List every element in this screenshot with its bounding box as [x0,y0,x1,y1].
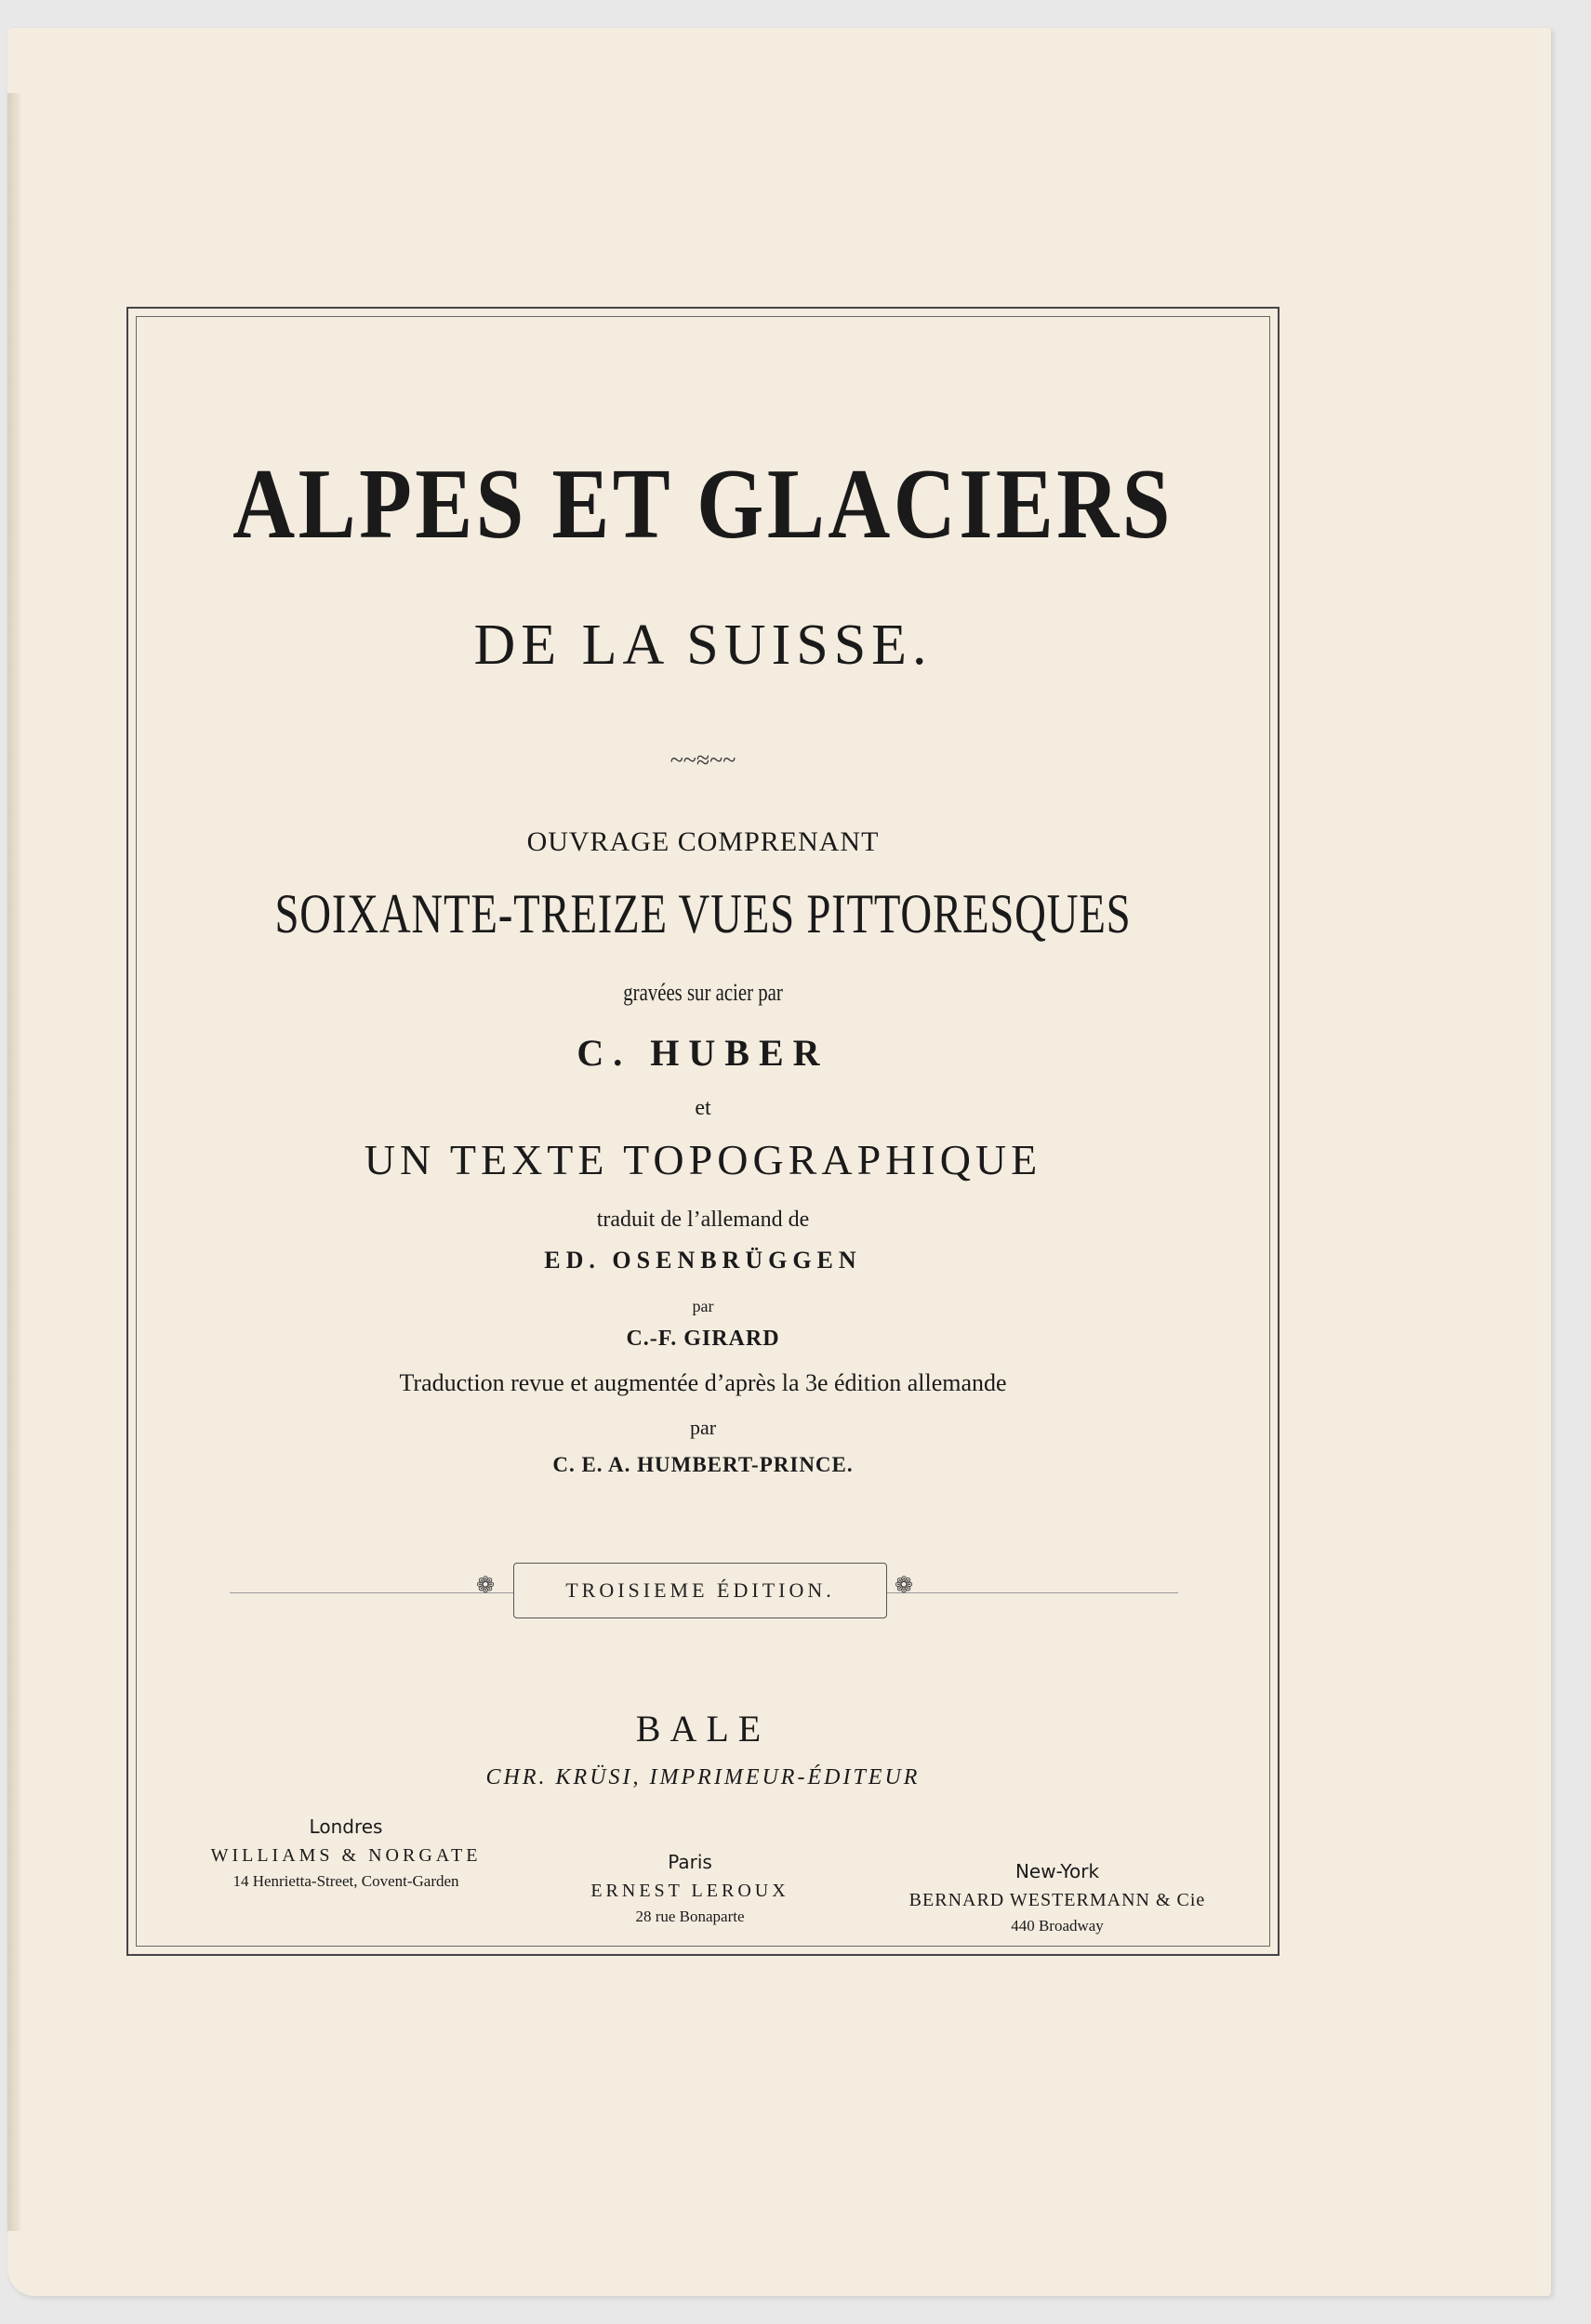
book-spine [7,93,20,2231]
publisher-address: 440 Broadway [1011,1917,1104,1934]
publisher-london [192,1816,499,1891]
line-texte: UN TEXTE TOPOGRAPHIQUE [364,1136,1042,1183]
author-name: ED. OSENBRÜGGEN [544,1247,862,1274]
printer-line: CHR. KRÜSI, IMPRIMEUR-ÉDITEUR [485,1765,921,1789]
conjunction-et: et [695,1096,711,1120]
edition-label: TROISIEME ÉDITION. [513,1563,887,1618]
publisher-address: 28 rue Bonaparte [635,1908,745,1925]
scroll-ornament-left: ❁ [476,1574,496,1598]
book-subtitle: DE LA SUISSE. [473,614,933,677]
line-traduit: traduit de l’allemand de [596,1208,810,1232]
par-1: par [692,1297,714,1315]
city-name: BALE [635,1708,771,1750]
publisher-paris [537,1851,843,1926]
publisher-address: 14 Henrietta-Street, Covent-Garden [232,1872,459,1890]
flourish-ornament: ~~≈~~ [670,746,736,773]
title-frame-inner [136,316,1270,1947]
line-revue: Traduction revue et augmentée d’après la 3e édition allemande [399,1369,1007,1396]
engraver-name: C. HUBER [577,1032,829,1074]
reviser-name: C. E. A. HUMBERT-PRINCE. [552,1453,854,1476]
scroll-ornament-right: ❁ [895,1574,914,1598]
publisher-name: ERNEST LEROUX [590,1881,789,1901]
publisher-newyork [871,1860,1243,1935]
line-gravees: gravées sur acier par [623,979,783,1006]
publisher-city: Paris [668,1851,712,1873]
publisher-name: WILLIAMS & NORGATE [210,1845,482,1866]
publisher-name: BERNARD WESTERMANN & Cie [908,1890,1206,1910]
title-frame [126,307,1279,1956]
publisher-city: Londres [309,1816,383,1838]
par-2: par [689,1416,717,1439]
line-ouvrage: OUVRAGE COMPRENANT [526,826,880,857]
book-page [7,28,1551,2296]
book-title: ALPES ET GLACIERS [232,449,1173,560]
line-vues: SOIXANTE-TREIZE VUES PITTORESQUES [274,883,1132,944]
translator-name: C.-F. GIRARD [626,1327,780,1351]
publisher-city: New-York [1014,1860,1100,1882]
